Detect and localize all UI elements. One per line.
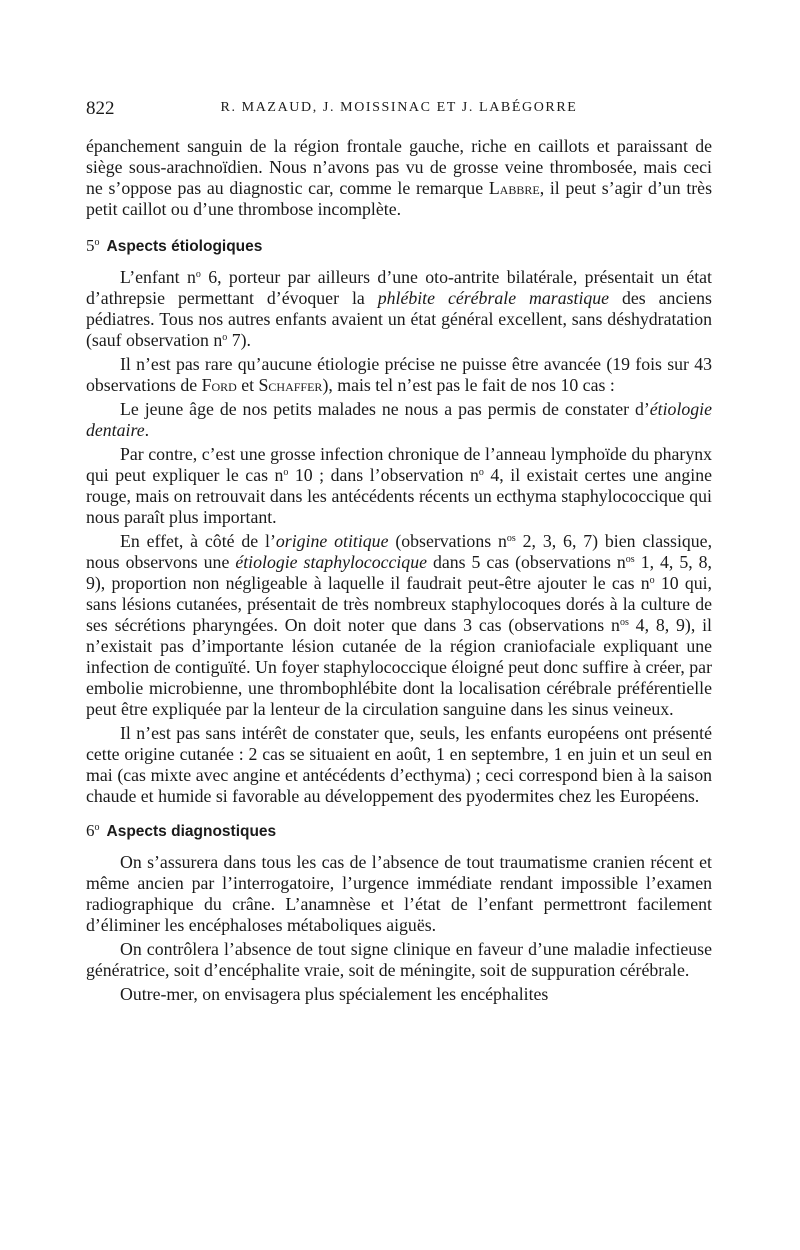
paragraph: Le jeune âge de nos petits malades ne nous a pas permis de constater d’étiologie dentaire. <box>86 399 712 440</box>
paragraph-continued: épanchement sanguin de la région frontale gauche, riche en caillots et paraissant de siège sous-arachnoïdien. Nous n’avons pas vu de grosse veine thrombosée, mais ceci ne s’oppose pas au diagnostic car, comme le remarque Labbre, il peut s’agir d’un très petit caillot ou d’une thrombose incomplète. <box>86 136 712 219</box>
italic-term: origine otitique <box>275 531 389 551</box>
paragraph: En effet, à côté de l’origine otitique (observations $n^{os}$ 2, 3, 6, 7) bien classique, nous observons une étiologie staphylococcique dans 5 cas (observations $n^{os}$ 1, 4, 5, 8, 9), proportion non négligeable à laquelle il faudrait peut-être ajouter le cas $n^o$ 10 qui, sans lésions cutanées, présentait de très nombreux staphylocoques dorés à la culture de ses sécrétions pharyngées. On doit noter que dans 3 cas (observations $n^{os}$ 4, 8, 9), il n’existait pas d’importante lésion cutanée de la région craniofaciale expliquant une infection de contiguïté. Un foyer staphylococcique éloigné peut donc suffire à créer, par embolie microbienne, une thrombophlébite dont la localisation cérébrale préférentielle peut être expliquée par la lenteur de la circulation sanguine dans les sinus veineux. <box>86 531 713 719</box>
paragraph: Il n’est pas sans intérêt de constater que, seuls, les enfants européens ont présenté cette origine cutanée : 2 cas se situaient en août, 1 en septembre, 1 en juin et un seul en mai (cas mixte avec angine et antécédents d’ecthyma) ; ceci correspond bien à la saison chaude et humide si favorable au développement des pyodermites chez les Européens. <box>86 723 712 806</box>
italic-term: étiologie dentaire <box>86 399 712 440</box>
author-name: Schaffer <box>258 375 323 395</box>
section-heading-5: 5$^o$ Aspects étiologiques <box>86 236 263 255</box>
paragraph: On s’assurera dans tous les cas de l’absence de tout traumatisme cranien récent et même ancien par l’interrogatoire, l’urgence immédiate rendant impossible l’examen radiographique du crâne. L’anamnèse et l’état de l’enfant permettront facilement d’éliminer les encéphaloses métaboliques aiguës. <box>86 852 712 935</box>
running-header <box>86 98 712 124</box>
section-number: 5 <box>86 236 95 255</box>
paragraph: On contrôlera l’absence de tout signe clinique en faveur d’une maladie infectieuse génératrice, soit d’encéphalite vraie, soit de méningite, soit de suppuration cérébrale. <box>86 939 712 980</box>
section-title: Aspects diagnostiques <box>106 823 277 840</box>
paragraph: Par contre, c’est une grosse infection chronique de l’anneau lymphoïde du pharynx qui peut expliquer le cas $n^o$ 10 ; dans l’observation $n^o$ 4, il existait certes une angine rouge, mais on retrouvait dans les antécédents récents un ecthyma staphylococcique qui nous paraît plus important. <box>86 444 712 527</box>
italic-term: phlébite cérébrale marastique <box>377 288 610 308</box>
paragraph: Outre-mer, on envisagera plus spécialement les encéphalites <box>120 984 549 1004</box>
section-number: 6 <box>86 821 95 840</box>
running-title: R. MAZAUD, J. MOISSINAC ET J. LABÉGORRE <box>220 100 578 115</box>
section-heading-6: 6$^o$ Aspects diagnostiques <box>86 821 277 840</box>
author-name: Labbre <box>488 178 540 198</box>
page-number: 822 <box>86 98 115 119</box>
italic-term: étiologie staphylococcique <box>235 552 427 572</box>
article-body <box>86 136 712 1005</box>
author-name: Ford <box>201 375 237 395</box>
section-title: Aspects étiologiques <box>106 238 263 255</box>
paragraph: L’enfant $n^o$ 6, porteur par ailleurs d’une oto-antrite bilatérale, présentait un état d’athrepsie permettant d’évoquer la phlébite cérébrale marastique des anciens pédiatres. Tous nos autres enfants avaient un état général excellent, sans déshydratation (sauf observation $n^o$ 7). <box>86 267 712 350</box>
paragraph: Il n’est pas rare qu’aucune étiologie précise ne puisse être avancée (19 fois sur 43 observations de Ford et Schaffer), mais tel n’est pas le fait de nos 10 cas : <box>86 354 712 395</box>
